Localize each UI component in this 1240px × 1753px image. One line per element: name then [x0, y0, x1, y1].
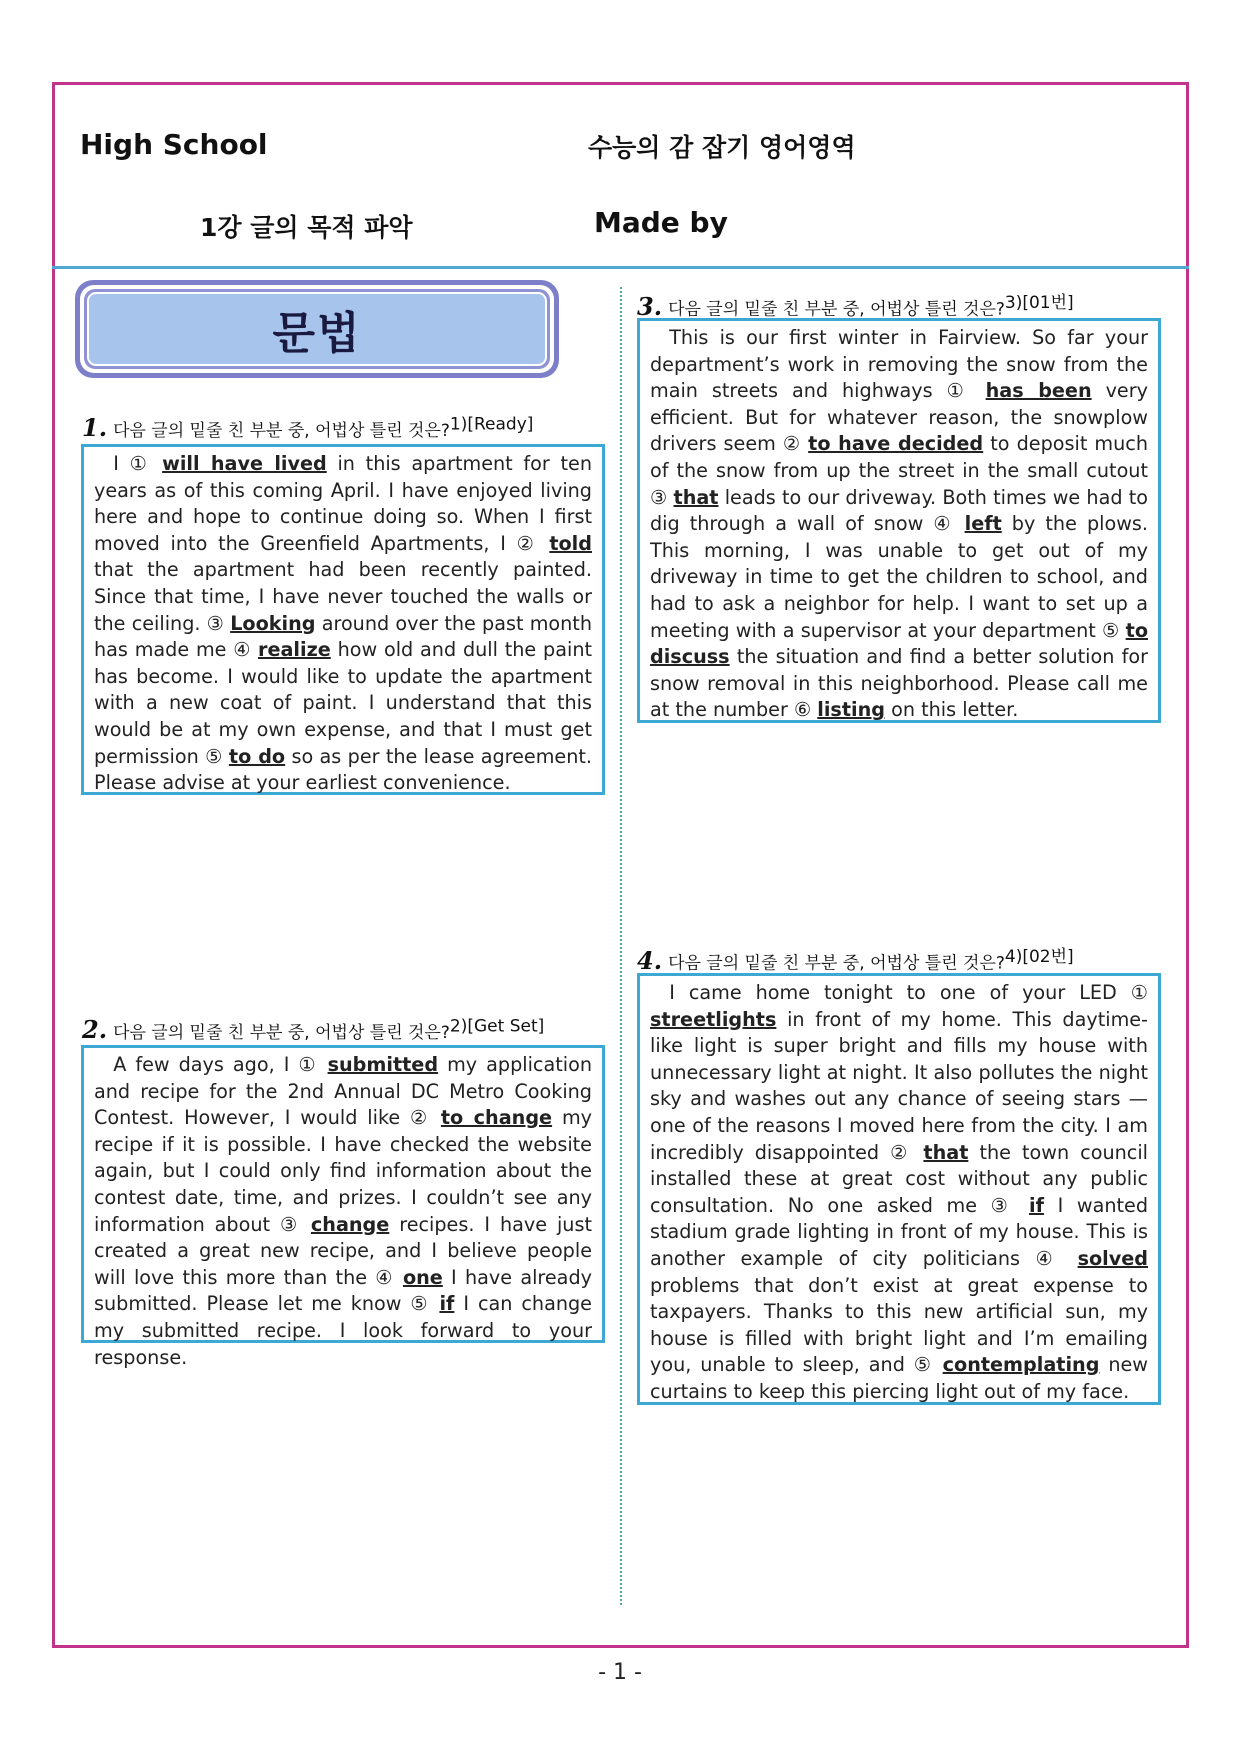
- underlined-phrase: Looking: [230, 611, 316, 635]
- question-3-passage: This is our first winter in Fairview. So far your department’s work in removing the snow from the main streets and highways ① has been very efficient. But for whatever reason, the snowplow drivers seem ② to have decided to deposit much of the snow from up the street in the small cutout ③ that leads to our driveway. Both times we had to dig through a wall of snow ④ left by the plows. This morning, I was unable to get out of my driveway in time to get the children to school, and had to ask a neighbor for help. I want to set up a meeting with a supervisor at your department ⑤ to discuss the situation and find a better solution for snow removal in this neighborhood. Please call me at the number ⑥ listing on this letter.: [650, 326, 1148, 722]
- question-2-heading: [82, 1015, 544, 1044]
- question-prompt: 다음 글의 밑줄 친 부분 중, 어법상 틀린 것은?: [668, 299, 1005, 320]
- lesson-title: 1강 글의 목적 파악: [200, 213, 413, 242]
- question-3-passage-box: [637, 318, 1161, 723]
- column-divider: [620, 287, 622, 1605]
- underlined-phrase: to change: [440, 1106, 553, 1130]
- underlined-phrase: contemplating: [942, 1353, 1100, 1377]
- question-4-heading: [637, 942, 1074, 975]
- question-4-passage: I came home tonight to one of your LED ① streetlights in front of my home. This daytime-like light is super bright and fills my house with unnecessary light at night. It also pollutes the night sky and washes out any chance of seeing stars — one of the reasons I moved here from the city. I am incredibly disappointed ② that the town council installed these at great cost without any public consultation. No one asked me ③ if I wanted stadium grade lighting in front of my house. This is another example of city politicians ④ solved problems that don’t exist at great expense to taxpayers. Thanks to this new artificial sun, my house is filled with bright light and I’m emailing you, unable to sleep, and ⑤ contemplating new curtains to keep this piercing light out of my face.: [650, 981, 1149, 1403]
- question-4-passage-box: [637, 973, 1161, 1405]
- underlined-phrase: solved: [1077, 1246, 1148, 1270]
- question-source: 3)[01번]: [1004, 293, 1074, 313]
- header-divider: [52, 266, 1189, 269]
- underlined-phrase: to have decided: [808, 432, 984, 456]
- section-banner: [75, 280, 559, 378]
- underlined-phrase: told: [549, 531, 592, 555]
- underlined-phrase: realize: [258, 638, 331, 662]
- underlined-phrase: streetlights: [650, 1007, 777, 1031]
- question-prompt: 다음 글의 밑줄 친 부분 중, 어법상 틀린 것은?: [113, 1023, 450, 1043]
- question-prompt: 다음 글의 밑줄 친 부분 중, 어법상 틀린 것은?: [113, 421, 450, 441]
- question-number: 4.: [637, 945, 663, 975]
- underlined-phrase: to do: [228, 744, 286, 768]
- underlined-phrase: submitted: [327, 1053, 439, 1076]
- section-banner-title: 문법: [87, 292, 547, 366]
- header-right-title: 수능의 감 잡기 영어영역: [588, 133, 856, 162]
- question-3-heading: [637, 288, 1074, 321]
- underlined-phrase: left: [964, 512, 1002, 536]
- question-prompt: 다음 글의 밑줄 친 부분 중, 어법상 틀린 것은?: [668, 953, 1005, 974]
- made-by-label: Made by: [594, 206, 728, 239]
- question-number: 3.: [637, 291, 663, 321]
- underlined-phrase: if: [1029, 1193, 1044, 1217]
- header-left-title: High School: [80, 128, 268, 161]
- question-number: 2.: [82, 1015, 108, 1044]
- underlined-phrase: listing: [817, 698, 885, 722]
- question-2-passage: A few days ago, I ① submitted my application and recipe for the 2nd Annual DC Metro Cooking Contest. However, I would like ② to change my recipe if it is possible. I have checked the website again, but I could only find information about the contest date, time, and prizes. I couldn’t see any information about ③ change recipes. I have just created a great new recipe, and I believe people will love this more than the ④ one I have already submitted. Please let me know ⑤ if I can change my submitted recipe. I look forward to your response.: [94, 1053, 592, 1369]
- underlined-phrase: to discuss: [650, 618, 1148, 669]
- underlined-phrase: one: [402, 1265, 443, 1289]
- page-number: - 1 -: [598, 1660, 642, 1685]
- question-2-passage-box: [81, 1045, 605, 1369]
- question-source: 1)[Ready]: [449, 414, 534, 435]
- question-1-heading: [82, 413, 533, 442]
- underlined-phrase: will have lived: [162, 452, 327, 475]
- question-1-passage-box: [81, 444, 605, 795]
- question-number: 1.: [82, 413, 108, 442]
- underlined-phrase: that: [673, 485, 719, 509]
- question-source: 2)[Get Set]: [449, 1016, 545, 1037]
- underlined-phrase: that: [923, 1140, 969, 1164]
- question-1-passage: I ① will have lived in this apartment for ten years as of this coming April. I have enjoyed living here and hope to continue doing so. When I first moved into the Greenfield Apartments, I ② told that the apartment had been recently painted. Since that time, I have never touched the walls or the ceiling. ③ Looking around over the past month has made me ④ realize how old and dull the paint has become. I would like to update the apartment with a new coat of paint. I understand that this would be at my own expense, and that I must get permission ⑤ to do so as per the lease agreement. Please advise at your earliest convenience.: [94, 452, 593, 795]
- underlined-phrase: if: [439, 1292, 455, 1316]
- question-source: 4)[02번]: [1004, 947, 1074, 967]
- underlined-phrase: change: [310, 1212, 390, 1236]
- underlined-phrase: has been: [985, 379, 1092, 403]
